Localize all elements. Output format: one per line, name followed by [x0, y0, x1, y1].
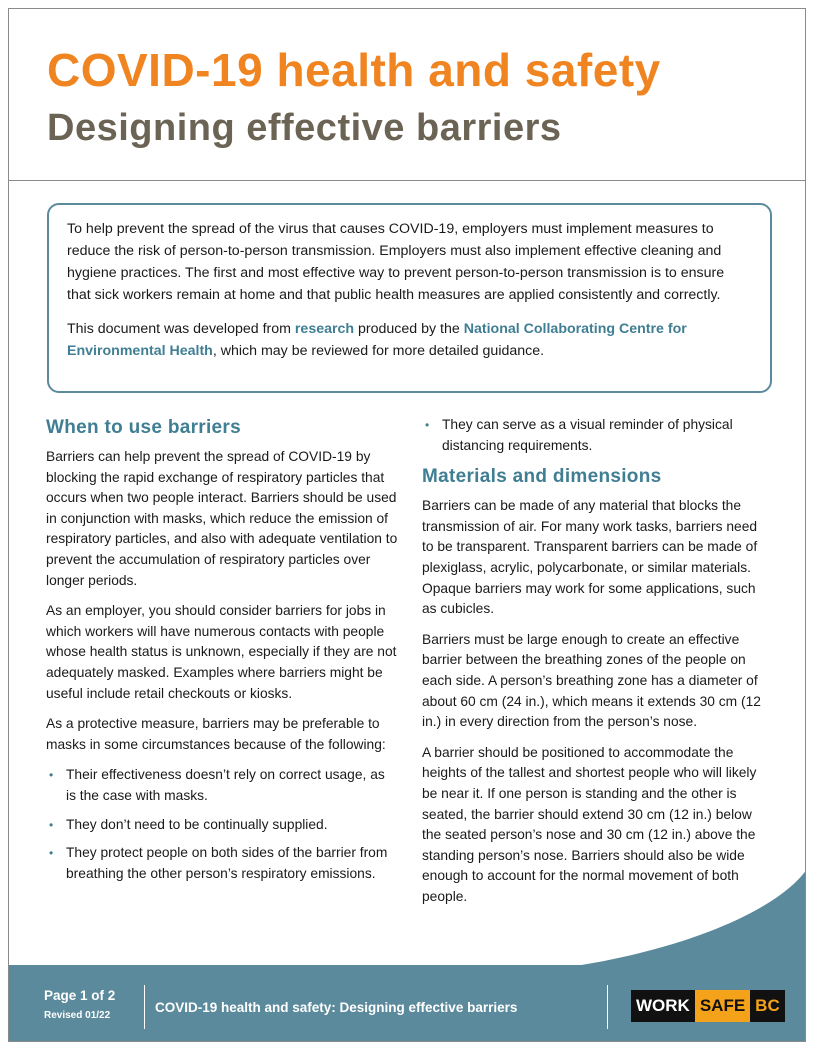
list-item-text: They can serve as a visual reminder of physical distancing requirements. — [442, 417, 733, 453]
revised-date: Revised 01/22 — [44, 1010, 111, 1021]
materials-heading: Materials and dimensions — [422, 466, 662, 488]
materials-paragraph-2: Barriers must be large enough to create an effective barrier between the breathing zones of the people on each side. A person’s breathing zone has a diameter of about 60 cm (24 in.), which means it extends 30 cm (12 in.) in every direction from the person’s nose. — [422, 631, 761, 730]
nccenh-link[interactable]: National Collaborating Centre for Environmental Health — [67, 321, 687, 359]
footer — [9, 965, 805, 1042]
when-paragraph-2: As an employer, you should consider barriers for jobs in which workers will have numerous contacts with people whose health status is unknown, especially if they are not adequately masked. Examples where barriers might be useful include retail checkouts or kiosks. — [46, 603, 397, 701]
list-item-text: They protect people on both sides of the barrier from breathing the other person’s respiratory emissions. — [66, 845, 388, 881]
intro-text-b: produced by the — [354, 321, 464, 337]
materials-paragraph-1: Barriers can be made of any material that blocks the transmission of air. For many work tasks, barriers need to be transparent. Transparent barriers can be made of plexiglass, acrylic, polycarbonate, or similar materials. Opaque barriers may work for some applications, such as cubicles. — [422, 498, 758, 617]
list-item-text: Their effectiveness doesn’t rely on correct usage, as is the case with masks. — [66, 767, 385, 803]
logo-safe: SAFE — [695, 990, 750, 1022]
logo-work: WORK — [631, 990, 695, 1022]
intro-paragraph: To help prevent the spread of the virus that causes COVID-19, employers must implement measures to reduce the risk of person-to-person transmission. Employers must also implement effective cleaning and hygiene practices. The first and most effective way to prevent person-to-person transmission is to ensure that sick workers remain at home and that public health measures are applied consistently and correctly. — [67, 221, 725, 303]
when-paragraph-1: Barriers can help prevent the spread of COVID-19 by blocking the rapid exchange of respiratory particles that occurs when two people interact. Barriers should be used in conjunction with masks, which reduce the emission of respiratory particles, and also with adequate ventilation to prevent the accumulation of respiratory particles over longer periods. — [46, 449, 398, 588]
page-subtitle: Designing effective barriers — [47, 107, 562, 149]
list-item-text: They don’t need to be continually supplied. — [66, 816, 328, 832]
footer-divider — [144, 985, 145, 1029]
page-number: Page 1 of 2 — [44, 988, 116, 1003]
logo-bc: BC — [750, 990, 785, 1022]
intro-text-a: This document was developed from — [67, 321, 295, 337]
when-heading: When to use barriers — [46, 417, 241, 438]
bullet-icon: • — [425, 418, 430, 432]
page-title: COVID-19 health and safety — [47, 44, 661, 96]
intro-text-c: , which may be reviewed for more detailed guidance. — [212, 343, 545, 359]
page-frame — [8, 8, 806, 1042]
bullet-icon: • — [49, 817, 54, 832]
bullet-icon: • — [49, 768, 54, 783]
footer-divider — [607, 985, 608, 1029]
when-paragraph-3: As a protective measure, barriers may be preferable to masks in some circumstances because of the following: — [46, 716, 386, 752]
footer-title: COVID-19 health and safety: Designing effective barriers — [155, 1000, 518, 1015]
worksafebc-logo — [631, 990, 781, 1022]
research-link[interactable]: research — [294, 321, 355, 337]
bullet-icon: • — [49, 846, 54, 861]
materials-paragraph-3: A barrier should be positioned to accommodate the heights of the tallest and shortest people who will likely be near it. If one person is standing and the other is seated, the barrier should extend 30 cm (12 in.) below the seated person’s nose and 30 cm (12 in.) above the standing person’s nose. Barriers should also be wide enough to account for the normal movement of both people. — [422, 744, 757, 904]
footer-wave-decoration — [9, 9, 806, 1042]
